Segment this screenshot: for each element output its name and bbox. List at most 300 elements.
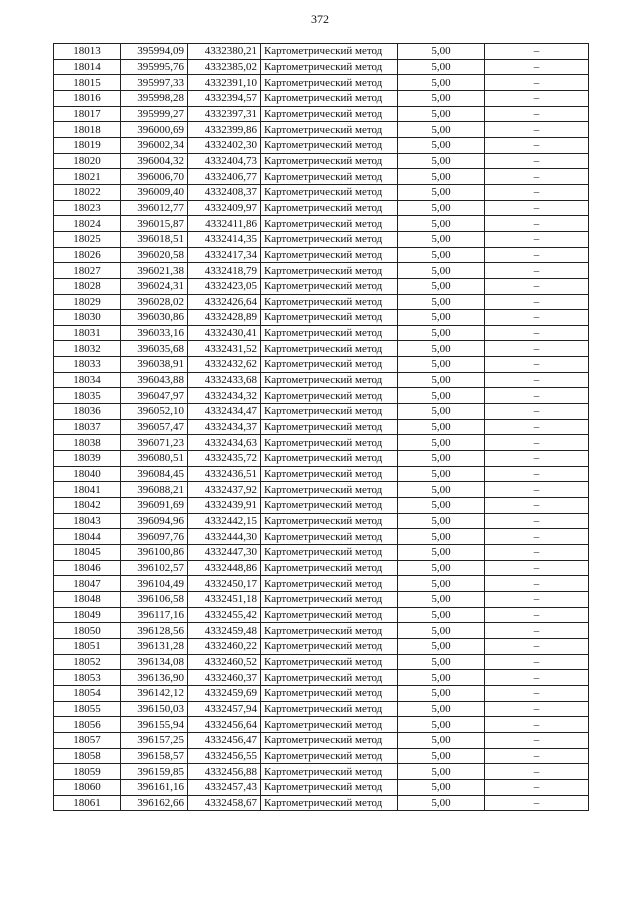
x-coordinate-cell: 396043,88 — [121, 372, 188, 388]
x-coordinate-cell: 396015,87 — [121, 216, 188, 232]
method-cell: Картометрический метод — [261, 59, 398, 75]
x-coordinate-cell: 396117,16 — [121, 607, 188, 623]
accuracy-cell: 5,00 — [398, 576, 485, 592]
x-coordinate-cell: 395999,27 — [121, 106, 188, 122]
point-number-cell: 18025 — [54, 231, 121, 247]
y-coordinate-cell: 4332447,30 — [188, 545, 261, 561]
method-cell: Картометрический метод — [261, 529, 398, 545]
x-coordinate-cell: 396102,57 — [121, 560, 188, 576]
point-number-cell: 18048 — [54, 591, 121, 607]
coordinates-table — [53, 43, 589, 811]
y-coordinate-cell: 4332451,18 — [188, 591, 261, 607]
y-coordinate-cell: 4332428,89 — [188, 310, 261, 326]
y-coordinate-cell: 4332380,21 — [188, 44, 261, 60]
accuracy-cell: 5,00 — [398, 122, 485, 138]
y-coordinate-cell: 4332456,64 — [188, 717, 261, 733]
table-row — [54, 75, 589, 91]
method-cell: Картометрический метод — [261, 419, 398, 435]
table-row — [54, 466, 589, 482]
point-number-cell: 18016 — [54, 90, 121, 106]
x-coordinate-cell: 396020,58 — [121, 247, 188, 263]
method-cell: Картометрический метод — [261, 90, 398, 106]
note-cell: – — [485, 44, 589, 60]
method-cell: Картометрический метод — [261, 169, 398, 185]
x-coordinate-cell: 396033,16 — [121, 325, 188, 341]
accuracy-cell: 5,00 — [398, 779, 485, 795]
table-row — [54, 247, 589, 263]
note-cell: – — [485, 513, 589, 529]
note-cell: – — [485, 732, 589, 748]
accuracy-cell: 5,00 — [398, 764, 485, 780]
x-coordinate-cell: 396161,16 — [121, 779, 188, 795]
x-coordinate-cell: 396035,68 — [121, 341, 188, 357]
method-cell: Картометрический метод — [261, 137, 398, 153]
accuracy-cell: 5,00 — [398, 701, 485, 717]
note-cell: – — [485, 122, 589, 138]
point-number-cell: 18031 — [54, 325, 121, 341]
accuracy-cell: 5,00 — [398, 216, 485, 232]
note-cell: – — [485, 795, 589, 811]
x-coordinate-cell: 395997,33 — [121, 75, 188, 91]
y-coordinate-cell: 4332460,22 — [188, 638, 261, 654]
point-number-cell: 18023 — [54, 200, 121, 216]
x-coordinate-cell: 396128,56 — [121, 623, 188, 639]
y-coordinate-cell: 4332448,86 — [188, 560, 261, 576]
accuracy-cell: 5,00 — [398, 670, 485, 686]
y-coordinate-cell: 4332455,42 — [188, 607, 261, 623]
table-row — [54, 701, 589, 717]
y-coordinate-cell: 4332456,47 — [188, 732, 261, 748]
note-cell: – — [485, 638, 589, 654]
accuracy-cell: 5,00 — [398, 591, 485, 607]
note-cell: – — [485, 75, 589, 91]
accuracy-cell: 5,00 — [398, 654, 485, 670]
y-coordinate-cell: 4332459,48 — [188, 623, 261, 639]
y-coordinate-cell: 4332431,52 — [188, 341, 261, 357]
y-coordinate-cell: 4332435,72 — [188, 451, 261, 467]
note-cell: – — [485, 404, 589, 420]
note-cell: – — [485, 764, 589, 780]
table-row — [54, 591, 589, 607]
point-number-cell: 18045 — [54, 545, 121, 561]
table-row — [54, 560, 589, 576]
method-cell: Картометрический метод — [261, 404, 398, 420]
x-coordinate-cell: 396106,58 — [121, 591, 188, 607]
table-row — [54, 122, 589, 138]
table-row — [54, 357, 589, 373]
method-cell: Картометрический метод — [261, 779, 398, 795]
point-number-cell: 18029 — [54, 294, 121, 310]
y-coordinate-cell: 4332404,73 — [188, 153, 261, 169]
accuracy-cell: 5,00 — [398, 482, 485, 498]
accuracy-cell: 5,00 — [398, 184, 485, 200]
accuracy-cell: 5,00 — [398, 513, 485, 529]
point-number-cell: 18050 — [54, 623, 121, 639]
accuracy-cell: 5,00 — [398, 545, 485, 561]
accuracy-cell: 5,00 — [398, 263, 485, 279]
y-coordinate-cell: 4332459,69 — [188, 685, 261, 701]
y-coordinate-cell: 4332433,68 — [188, 372, 261, 388]
table-row — [54, 388, 589, 404]
table-row — [54, 685, 589, 701]
x-coordinate-cell: 396012,77 — [121, 200, 188, 216]
table-row — [54, 748, 589, 764]
accuracy-cell: 5,00 — [398, 607, 485, 623]
table-row — [54, 341, 589, 357]
method-cell: Картометрический метод — [261, 247, 398, 263]
point-number-cell: 18042 — [54, 498, 121, 514]
point-number-cell: 18038 — [54, 435, 121, 451]
note-cell: – — [485, 278, 589, 294]
method-cell: Картометрический метод — [261, 638, 398, 654]
method-cell: Картометрический метод — [261, 122, 398, 138]
y-coordinate-cell: 4332430,41 — [188, 325, 261, 341]
point-number-cell: 18032 — [54, 341, 121, 357]
point-number-cell: 18046 — [54, 560, 121, 576]
method-cell: Картометрический метод — [261, 748, 398, 764]
y-coordinate-cell: 4332409,97 — [188, 200, 261, 216]
table-row — [54, 153, 589, 169]
note-cell: – — [485, 701, 589, 717]
point-number-cell: 18033 — [54, 357, 121, 373]
note-cell: – — [485, 670, 589, 686]
point-number-cell: 18053 — [54, 670, 121, 686]
accuracy-cell: 5,00 — [398, 795, 485, 811]
method-cell: Картометрический метод — [261, 701, 398, 717]
table-row — [54, 169, 589, 185]
point-number-cell: 18021 — [54, 169, 121, 185]
point-number-cell: 18027 — [54, 263, 121, 279]
y-coordinate-cell: 4332444,30 — [188, 529, 261, 545]
method-cell: Картометрический метод — [261, 216, 398, 232]
x-coordinate-cell: 396080,51 — [121, 451, 188, 467]
y-coordinate-cell: 4332437,92 — [188, 482, 261, 498]
note-cell: – — [485, 184, 589, 200]
accuracy-cell: 5,00 — [398, 90, 485, 106]
y-coordinate-cell: 4332406,77 — [188, 169, 261, 185]
point-number-cell: 18055 — [54, 701, 121, 717]
y-coordinate-cell: 4332458,67 — [188, 795, 261, 811]
method-cell: Картометрический метод — [261, 670, 398, 686]
method-cell: Картометрический метод — [261, 576, 398, 592]
note-cell: – — [485, 607, 589, 623]
point-number-cell: 18013 — [54, 44, 121, 60]
y-coordinate-cell: 4332397,31 — [188, 106, 261, 122]
note-cell: – — [485, 717, 589, 733]
note-cell: – — [485, 451, 589, 467]
y-coordinate-cell: 4332423,05 — [188, 278, 261, 294]
method-cell: Картометрический метод — [261, 607, 398, 623]
point-number-cell: 18024 — [54, 216, 121, 232]
x-coordinate-cell: 396097,76 — [121, 529, 188, 545]
table-row — [54, 607, 589, 623]
note-cell: – — [485, 200, 589, 216]
accuracy-cell: 5,00 — [398, 638, 485, 654]
x-coordinate-cell: 396134,08 — [121, 654, 188, 670]
note-cell: – — [485, 137, 589, 153]
page-number: 372 — [311, 12, 329, 26]
accuracy-cell: 5,00 — [398, 388, 485, 404]
accuracy-cell: 5,00 — [398, 59, 485, 75]
note-cell: – — [485, 294, 589, 310]
x-coordinate-cell: 395994,09 — [121, 44, 188, 60]
accuracy-cell: 5,00 — [398, 560, 485, 576]
point-number-cell: 18037 — [54, 419, 121, 435]
note-cell: – — [485, 231, 589, 247]
point-number-cell: 18019 — [54, 137, 121, 153]
note-cell: – — [485, 482, 589, 498]
table-row — [54, 419, 589, 435]
y-coordinate-cell: 4332385,02 — [188, 59, 261, 75]
point-number-cell: 18020 — [54, 153, 121, 169]
table-row — [54, 545, 589, 561]
point-number-cell: 18035 — [54, 388, 121, 404]
x-coordinate-cell: 396057,47 — [121, 419, 188, 435]
note-cell: – — [485, 779, 589, 795]
method-cell: Картометрический метод — [261, 654, 398, 670]
x-coordinate-cell: 396009,40 — [121, 184, 188, 200]
note-cell: – — [485, 153, 589, 169]
x-coordinate-cell: 396159,85 — [121, 764, 188, 780]
x-coordinate-cell: 396100,86 — [121, 545, 188, 561]
x-coordinate-cell: 396006,70 — [121, 169, 188, 185]
accuracy-cell: 5,00 — [398, 44, 485, 60]
table-row — [54, 451, 589, 467]
note-cell: – — [485, 435, 589, 451]
accuracy-cell: 5,00 — [398, 623, 485, 639]
y-coordinate-cell: 4332399,86 — [188, 122, 261, 138]
point-number-cell: 18047 — [54, 576, 121, 592]
point-number-cell: 18015 — [54, 75, 121, 91]
x-coordinate-cell: 396155,94 — [121, 717, 188, 733]
accuracy-cell: 5,00 — [398, 372, 485, 388]
table-row — [54, 106, 589, 122]
y-coordinate-cell: 4332408,37 — [188, 184, 261, 200]
x-coordinate-cell: 396157,25 — [121, 732, 188, 748]
table-row — [54, 216, 589, 232]
point-number-cell: 18052 — [54, 654, 121, 670]
x-coordinate-cell: 396021,38 — [121, 263, 188, 279]
x-coordinate-cell: 396094,96 — [121, 513, 188, 529]
note-cell: – — [485, 90, 589, 106]
table-row — [54, 231, 589, 247]
x-coordinate-cell: 396000,69 — [121, 122, 188, 138]
table-row — [54, 263, 589, 279]
note-cell: – — [485, 341, 589, 357]
table-row — [54, 498, 589, 514]
point-number-cell: 18051 — [54, 638, 121, 654]
x-coordinate-cell: 396162,66 — [121, 795, 188, 811]
y-coordinate-cell: 4332426,64 — [188, 294, 261, 310]
accuracy-cell: 5,00 — [398, 294, 485, 310]
point-number-cell: 18018 — [54, 122, 121, 138]
table-row — [54, 670, 589, 686]
point-number-cell: 18056 — [54, 717, 121, 733]
table-row — [54, 200, 589, 216]
point-number-cell: 18014 — [54, 59, 121, 75]
table-row — [54, 278, 589, 294]
method-cell: Картометрический метод — [261, 545, 398, 561]
point-number-cell: 18061 — [54, 795, 121, 811]
point-number-cell: 18036 — [54, 404, 121, 420]
method-cell: Картометрический метод — [261, 200, 398, 216]
accuracy-cell: 5,00 — [398, 75, 485, 91]
accuracy-cell: 5,00 — [398, 278, 485, 294]
note-cell: – — [485, 325, 589, 341]
method-cell: Картометрический метод — [261, 388, 398, 404]
accuracy-cell: 5,00 — [398, 404, 485, 420]
table-row — [54, 513, 589, 529]
table-row — [54, 482, 589, 498]
accuracy-cell: 5,00 — [398, 732, 485, 748]
table-row — [54, 623, 589, 639]
x-coordinate-cell: 396131,28 — [121, 638, 188, 654]
point-number-cell: 18060 — [54, 779, 121, 795]
point-number-cell: 18059 — [54, 764, 121, 780]
table-row — [54, 638, 589, 654]
note-cell: – — [485, 169, 589, 185]
note-cell: – — [485, 59, 589, 75]
method-cell: Картометрический метод — [261, 184, 398, 200]
x-coordinate-cell: 396084,45 — [121, 466, 188, 482]
accuracy-cell: 5,00 — [398, 137, 485, 153]
y-coordinate-cell: 4332439,91 — [188, 498, 261, 514]
method-cell: Картометрический метод — [261, 685, 398, 701]
table-row — [54, 576, 589, 592]
table-row — [54, 90, 589, 106]
accuracy-cell: 5,00 — [398, 451, 485, 467]
method-cell: Картометрический метод — [261, 294, 398, 310]
table-row — [54, 184, 589, 200]
table-row — [54, 717, 589, 733]
accuracy-cell: 5,00 — [398, 466, 485, 482]
method-cell: Картометрический метод — [261, 435, 398, 451]
point-number-cell: 18034 — [54, 372, 121, 388]
x-coordinate-cell: 395995,76 — [121, 59, 188, 75]
table-row — [54, 764, 589, 780]
note-cell: – — [485, 654, 589, 670]
y-coordinate-cell: 4332434,63 — [188, 435, 261, 451]
method-cell: Картометрический метод — [261, 498, 398, 514]
accuracy-cell: 5,00 — [398, 435, 485, 451]
method-cell: Картометрический метод — [261, 482, 398, 498]
accuracy-cell: 5,00 — [398, 247, 485, 263]
accuracy-cell: 5,00 — [398, 748, 485, 764]
x-coordinate-cell: 396052,10 — [121, 404, 188, 420]
x-coordinate-cell: 396047,97 — [121, 388, 188, 404]
table-row — [54, 372, 589, 388]
accuracy-cell: 5,00 — [398, 717, 485, 733]
accuracy-cell: 5,00 — [398, 685, 485, 701]
table-row — [54, 404, 589, 420]
table-row — [54, 435, 589, 451]
note-cell: – — [485, 748, 589, 764]
point-number-cell: 18058 — [54, 748, 121, 764]
x-coordinate-cell: 396104,49 — [121, 576, 188, 592]
y-coordinate-cell: 4332457,94 — [188, 701, 261, 717]
method-cell: Картометрический метод — [261, 623, 398, 639]
method-cell: Картометрический метод — [261, 153, 398, 169]
method-cell: Картометрический метод — [261, 278, 398, 294]
table-row — [54, 795, 589, 811]
point-number-cell: 18039 — [54, 451, 121, 467]
y-coordinate-cell: 4332394,57 — [188, 90, 261, 106]
method-cell: Картометрический метод — [261, 106, 398, 122]
note-cell: – — [485, 388, 589, 404]
y-coordinate-cell: 4332434,37 — [188, 419, 261, 435]
point-number-cell: 18054 — [54, 685, 121, 701]
note-cell: – — [485, 685, 589, 701]
table-row — [54, 59, 589, 75]
y-coordinate-cell: 4332460,52 — [188, 654, 261, 670]
method-cell: Картометрический метод — [261, 75, 398, 91]
accuracy-cell: 5,00 — [398, 529, 485, 545]
y-coordinate-cell: 4332414,35 — [188, 231, 261, 247]
x-coordinate-cell: 396091,69 — [121, 498, 188, 514]
method-cell: Картометрический метод — [261, 717, 398, 733]
note-cell: – — [485, 545, 589, 561]
point-number-cell: 18026 — [54, 247, 121, 263]
y-coordinate-cell: 4332434,47 — [188, 404, 261, 420]
note-cell: – — [485, 357, 589, 373]
method-cell: Картометрический метод — [261, 764, 398, 780]
x-coordinate-cell: 395998,28 — [121, 90, 188, 106]
note-cell: – — [485, 498, 589, 514]
method-cell: Картометрический метод — [261, 591, 398, 607]
note-cell: – — [485, 560, 589, 576]
y-coordinate-cell: 4332456,88 — [188, 764, 261, 780]
y-coordinate-cell: 4332442,15 — [188, 513, 261, 529]
x-coordinate-cell: 396142,12 — [121, 685, 188, 701]
method-cell: Картометрический метод — [261, 466, 398, 482]
x-coordinate-cell: 396150,03 — [121, 701, 188, 717]
method-cell: Картометрический метод — [261, 44, 398, 60]
note-cell: – — [485, 310, 589, 326]
y-coordinate-cell: 4332460,37 — [188, 670, 261, 686]
x-coordinate-cell: 396028,02 — [121, 294, 188, 310]
method-cell: Картометрический метод — [261, 341, 398, 357]
point-number-cell: 18022 — [54, 184, 121, 200]
x-coordinate-cell: 396030,86 — [121, 310, 188, 326]
x-coordinate-cell: 396002,34 — [121, 137, 188, 153]
table-row — [54, 654, 589, 670]
accuracy-cell: 5,00 — [398, 498, 485, 514]
accuracy-cell: 5,00 — [398, 310, 485, 326]
method-cell: Картометрический метод — [261, 263, 398, 279]
note-cell: – — [485, 529, 589, 545]
accuracy-cell: 5,00 — [398, 341, 485, 357]
method-cell: Картометрический метод — [261, 310, 398, 326]
method-cell: Картометрический метод — [261, 732, 398, 748]
x-coordinate-cell: 396018,51 — [121, 231, 188, 247]
table-row — [54, 294, 589, 310]
method-cell: Картометрический метод — [261, 451, 398, 467]
y-coordinate-cell: 4332457,43 — [188, 779, 261, 795]
x-coordinate-cell: 396136,90 — [121, 670, 188, 686]
accuracy-cell: 5,00 — [398, 200, 485, 216]
x-coordinate-cell: 396071,23 — [121, 435, 188, 451]
x-coordinate-cell: 396158,57 — [121, 748, 188, 764]
x-coordinate-cell: 396088,21 — [121, 482, 188, 498]
method-cell: Картометрический метод — [261, 513, 398, 529]
x-coordinate-cell: 396004,32 — [121, 153, 188, 169]
point-number-cell: 18057 — [54, 732, 121, 748]
point-number-cell: 18041 — [54, 482, 121, 498]
point-number-cell: 18040 — [54, 466, 121, 482]
x-coordinate-cell: 396024,31 — [121, 278, 188, 294]
note-cell: – — [485, 466, 589, 482]
accuracy-cell: 5,00 — [398, 325, 485, 341]
